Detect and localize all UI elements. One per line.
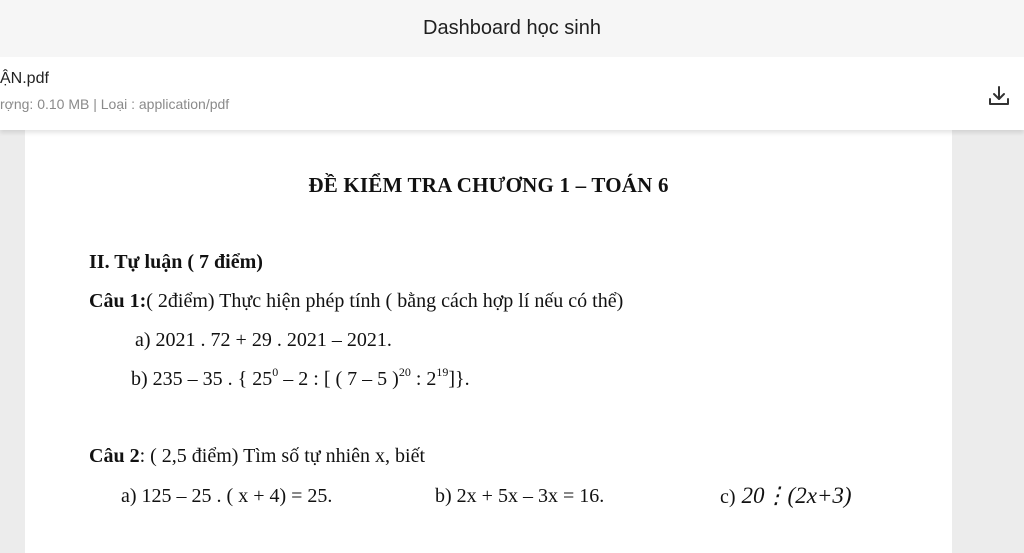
section-heading: II. Tự luận ( 7 điểm)	[89, 251, 263, 273]
download-icon	[987, 84, 1011, 108]
question-1b-part: – 2 : [ ( 7 – 5 )	[278, 368, 399, 390]
question-2a: a) 125 – 25 . ( x + 4) = 25.	[121, 485, 333, 507]
exponent: 20	[398, 365, 411, 379]
question-2-text: : ( 2,5 điểm) Tìm số tự nhiên x, biết	[139, 445, 426, 467]
question-1-text: ( 2điểm) Thực hiện phép tính ( bằng cách hợp lí nếu có thể)	[146, 290, 624, 312]
document-title: ĐỀ KIỂM TRA CHƯƠNG 1 – TOÁN 6	[308, 173, 669, 197]
app-header	[0, 0, 1024, 57]
question-2c-label: c)	[720, 486, 736, 508]
file-meta: rợng: 0.10 MB | Loại : application/pdf	[0, 96, 230, 112]
question-1b-part: b) 235 – 35 . { 25	[131, 368, 273, 390]
question-1b	[131, 365, 470, 391]
file-info-bar	[0, 57, 1024, 130]
file-name: ẬN.pdf	[0, 70, 49, 87]
download-button[interactable]	[984, 81, 1014, 111]
question-1-label: Câu 1:	[89, 290, 147, 312]
question-2	[89, 445, 425, 468]
exponent: 19	[436, 365, 449, 379]
pdf-page[interactable]	[25, 130, 952, 553]
page-title: Dashboard học sinh	[423, 17, 601, 39]
question-2c	[720, 483, 852, 509]
question-2-label: Câu 2	[89, 445, 140, 467]
question-1b-part: : 2	[410, 368, 437, 390]
question-2b: b) 2x + 5x – 3x = 16.	[435, 485, 605, 507]
question-2c-expression: 20⋮(2x+3)	[741, 483, 852, 508]
question-1a: a) 2021 . 72 + 29 . 2021 – 2021.	[135, 329, 392, 351]
question-1b-part: ]}.	[448, 368, 470, 390]
question-1	[89, 290, 623, 313]
exponent: 0	[272, 365, 279, 379]
